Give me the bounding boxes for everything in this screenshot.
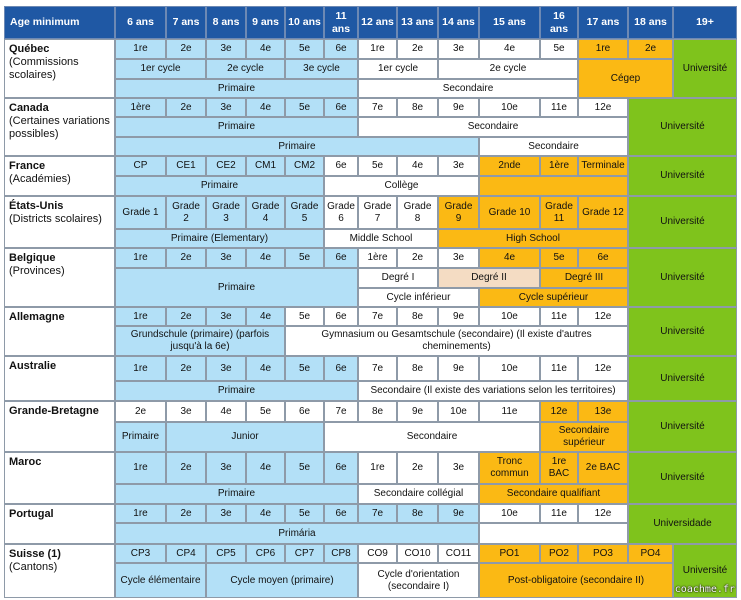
grade-cell: 1ère	[115, 98, 166, 117]
grade-cell: CE1	[166, 156, 206, 176]
grade-cell: 12e	[540, 401, 578, 422]
empty-cell	[479, 523, 628, 544]
header-age-14: 19+	[673, 6, 737, 39]
grade-cell: 4e	[246, 98, 285, 117]
degree-cell: Degré III	[540, 268, 628, 288]
grade-cell: 6e	[578, 248, 628, 268]
country-subtitle: (Cantons)	[9, 561, 58, 574]
grade-cell: Grade 7	[358, 196, 397, 229]
grade-cell: CP8	[324, 544, 358, 563]
country-name: Suisse (1)	[9, 548, 61, 560]
grade-cell: PO3	[578, 544, 628, 563]
grade-cell: 3e	[206, 356, 246, 381]
grade-cell: Grade 4	[246, 196, 285, 229]
level-cell: Cycle élémentaire	[115, 563, 206, 598]
grade-cell: 7e	[358, 307, 397, 326]
grade-cell: 4e	[397, 156, 438, 176]
cycle-cell: 1er cycle	[358, 59, 438, 79]
header-age-minimum: Age minimum	[4, 6, 115, 39]
level-cell: Primaire	[115, 137, 479, 156]
grade-cell: 2e	[115, 401, 166, 422]
grade-cell: 4e	[246, 452, 285, 484]
country-name: Portugal	[9, 508, 54, 520]
grade-cell: 1re	[115, 504, 166, 523]
country-label	[4, 98, 115, 156]
grade-cell: 4e	[246, 504, 285, 523]
level-cell: Gymnasium ou Gesamtschule (secondaire) (Il existe d'autres cheminements)	[285, 326, 628, 356]
university-cell: Université	[628, 356, 737, 401]
grade-cell: 2e	[166, 504, 206, 523]
grade-cell: 1re	[115, 307, 166, 326]
country-label	[4, 39, 115, 98]
watermark: coachme.fr	[674, 584, 735, 595]
grade-cell: 1re	[115, 356, 166, 381]
grade-cell: 8e	[397, 98, 438, 117]
grade-cell: 1re	[115, 452, 166, 484]
header-age-8: 13 ans	[397, 6, 438, 39]
grade-cell: 6e	[324, 504, 358, 523]
level-cell: Junior	[166, 422, 324, 452]
country-name: Belgique	[9, 252, 56, 264]
level-cell: Post-obligatoire (secondaire II)	[479, 563, 673, 598]
grade-cell: 2e BAC	[578, 452, 628, 484]
university-cell: Université	[673, 544, 737, 598]
grade-cell: 6e	[324, 156, 358, 176]
grade-cell: 2e	[166, 39, 206, 59]
header-age-6: 11 ans	[324, 6, 358, 39]
level-cell: Collège	[324, 176, 479, 196]
grade-cell: 11e	[540, 98, 578, 117]
grade-cell: 8e	[397, 307, 438, 326]
country-label	[4, 452, 115, 504]
education-comparison-table	[4, 6, 737, 598]
country-subtitle: (Provinces)	[9, 265, 65, 278]
level-cell: Secondaire	[358, 79, 578, 98]
university-cell: Université	[628, 401, 737, 452]
header-age-11: 16 ans	[540, 6, 578, 39]
grade-cell: PO1	[479, 544, 540, 563]
grade-cell: Terminale	[578, 156, 628, 176]
university-cell: Universidade	[628, 504, 737, 544]
header-age-5: 10 ans	[285, 6, 324, 39]
grade-cell: 4e	[206, 401, 246, 422]
grade-cell: 12e	[578, 307, 628, 326]
grade-cell: 7e	[358, 356, 397, 381]
level-cell: Primária	[115, 523, 479, 544]
cycle-cell: 2e cycle	[206, 59, 285, 79]
grade-cell: 3e	[206, 504, 246, 523]
grade-cell: 12e	[578, 98, 628, 117]
grade-cell: 3e	[206, 248, 246, 268]
grade-cell: 3e	[206, 452, 246, 484]
grade-cell: 5e	[285, 307, 324, 326]
grade-cell: 5e	[358, 156, 397, 176]
university-cell: Université	[628, 248, 737, 307]
level-cell: Primaire	[115, 268, 358, 307]
grade-cell: 10e	[479, 307, 540, 326]
level-cell: Primaire (Elementary)	[115, 229, 324, 248]
header-age-7: 12 ans	[358, 6, 397, 39]
header-age-3: 8 ans	[206, 6, 246, 39]
country-name: Allemagne	[9, 311, 65, 323]
grade-cell: CM1	[246, 156, 285, 176]
grade-cell: Tronc commun	[479, 452, 540, 484]
grade-cell: 6e	[324, 307, 358, 326]
grade-cell: 3e	[438, 452, 479, 484]
grade-cell: 1re	[358, 452, 397, 484]
grade-cell: 4e	[246, 39, 285, 59]
grade-cell: Grade 9	[438, 196, 479, 229]
grade-cell: 1ère	[358, 248, 397, 268]
degree-cell: Degré I	[358, 268, 438, 288]
grade-cell: 8e	[397, 504, 438, 523]
level-cell: Middle School	[324, 229, 438, 248]
grade-cell: 4e	[479, 39, 540, 59]
grade-cell: 6e	[285, 401, 324, 422]
grade-cell: Grade 1	[115, 196, 166, 229]
grade-cell: CO9	[358, 544, 397, 563]
grade-cell: 2e	[628, 39, 673, 59]
level-cell: Primaire	[115, 117, 358, 137]
grade-cell: Grade 10	[479, 196, 540, 229]
grade-cell: 1re BAC	[540, 452, 578, 484]
grade-cell: 4e	[479, 248, 540, 268]
level-cell: Secondaire	[324, 422, 540, 452]
level-cell: Secondaire	[358, 117, 628, 137]
country-subtitle: (Académies)	[9, 173, 71, 186]
grade-cell: 3e	[438, 248, 479, 268]
grade-cell: 12e	[578, 504, 628, 523]
level-cell: Grundschule (primaire) (parfois jusqu'à la 6e)	[115, 326, 285, 356]
university-cell: Université	[673, 39, 737, 98]
country-subtitle: (Commissions scolaires)	[9, 56, 79, 82]
grade-cell: Grade 3	[206, 196, 246, 229]
grade-cell: 10e	[438, 401, 479, 422]
grade-cell: 5e	[285, 39, 324, 59]
grade-cell: 7e	[358, 504, 397, 523]
grade-cell: 11e	[479, 401, 540, 422]
university-cell: Université	[628, 196, 737, 248]
grade-cell: 3e	[206, 98, 246, 117]
grade-cell: CP7	[285, 544, 324, 563]
grade-cell: CP	[115, 156, 166, 176]
grade-cell: 5e	[540, 39, 578, 59]
country-label	[4, 248, 115, 307]
grade-cell: 9e	[397, 401, 438, 422]
grade-cell: 6e	[324, 98, 358, 117]
grade-cell: 11e	[540, 307, 578, 326]
cycle-cell: 1er cycle	[115, 59, 206, 79]
country-subtitle: (Districts scolaires)	[9, 213, 102, 226]
grade-cell: 2e	[166, 452, 206, 484]
grade-cell: Grade 8	[397, 196, 438, 229]
grade-cell: 7e	[358, 98, 397, 117]
grade-cell: 4e	[246, 248, 285, 268]
grade-cell: CM2	[285, 156, 324, 176]
country-name: Québec	[9, 43, 50, 55]
grade-cell: 9e	[438, 356, 479, 381]
cycle-cell: 3e cycle	[285, 59, 358, 79]
country-name: Maroc	[9, 456, 42, 468]
country-label	[4, 307, 115, 356]
grade-cell: Grade 2	[166, 196, 206, 229]
country-label	[4, 504, 115, 544]
level-cell: Cycle moyen (primaire)	[206, 563, 358, 598]
grade-cell: 7e	[324, 401, 358, 422]
header-age-9: 14 ans	[438, 6, 479, 39]
level-cell: Secondaire collégial	[358, 484, 479, 504]
header-age-10: 15 ans	[479, 6, 540, 39]
grade-cell: CE2	[206, 156, 246, 176]
level-cell: Primaire	[115, 79, 358, 98]
grade-cell: 2e	[166, 98, 206, 117]
grade-cell: 2e	[166, 307, 206, 326]
country-label	[4, 544, 115, 598]
cycle-cell: 2e cycle	[438, 59, 578, 79]
grade-cell: 2e	[397, 248, 438, 268]
grade-cell: CO11	[438, 544, 479, 563]
grade-cell: 10e	[479, 98, 540, 117]
grade-cell: 3e	[438, 156, 479, 176]
grade-cell: 8e	[397, 356, 438, 381]
grade-cell: 5e	[285, 452, 324, 484]
grade-cell: 6e	[324, 248, 358, 268]
level-cell: Secondaire (Il existe des variations selon les territoires)	[358, 381, 628, 401]
grade-cell: CO10	[397, 544, 438, 563]
grade-cell: CP5	[206, 544, 246, 563]
grade-cell: Grade 11	[540, 196, 578, 229]
grade-cell: 5e	[246, 401, 285, 422]
grade-cell: 5e	[285, 356, 324, 381]
degree-cell: Degré II	[438, 268, 540, 288]
country-label	[4, 356, 115, 401]
grade-cell: Grade 6	[324, 196, 358, 229]
grade-cell: 3e	[438, 39, 479, 59]
grade-cell: 13e	[578, 401, 628, 422]
cycle-cell: Cycle inférieur	[358, 288, 479, 307]
grade-cell: 5e	[285, 504, 324, 523]
grade-cell: 11e	[540, 356, 578, 381]
grade-cell: PO2	[540, 544, 578, 563]
grade-cell: 9e	[438, 307, 479, 326]
country-name: Canada	[9, 102, 49, 114]
header-age-12: 17 ans	[578, 6, 628, 39]
grade-cell: 1re	[115, 248, 166, 268]
country-label	[4, 196, 115, 248]
level-cell: Primaire	[115, 422, 166, 452]
cycle-cell: Cycle supérieur	[479, 288, 628, 307]
header-age-13: 18 ans	[628, 6, 673, 39]
grade-cell: 2e	[397, 39, 438, 59]
grade-cell: 8e	[358, 401, 397, 422]
grade-cell: 12e	[578, 356, 628, 381]
country-name: États-Unis	[9, 200, 64, 212]
country-label	[4, 401, 115, 452]
grade-cell: 9e	[438, 504, 479, 523]
grade-cell: 3e	[206, 39, 246, 59]
header-age-4: 9 ans	[246, 6, 285, 39]
grade-cell: CP4	[166, 544, 206, 563]
grade-cell: 4e	[246, 307, 285, 326]
grade-cell: 5e	[540, 248, 578, 268]
lycee-cell	[479, 176, 628, 196]
level-cell: Primaire	[115, 176, 324, 196]
country-name: France	[9, 160, 46, 172]
country-subtitle: (Certaines variations possibles)	[9, 115, 110, 141]
university-cell: Université	[628, 452, 737, 504]
grade-cell: 6e	[324, 39, 358, 59]
grade-cell: 1re	[115, 39, 166, 59]
country-name: Grande-Bretagne	[9, 405, 99, 417]
grade-cell: PO4	[628, 544, 673, 563]
country-name: Australie	[9, 360, 57, 372]
grade-cell: CP3	[115, 544, 166, 563]
grade-cell: 1re	[358, 39, 397, 59]
university-cell: Université	[628, 98, 737, 156]
grade-cell: 6e	[324, 452, 358, 484]
level-cell: Secondaire qualifiant	[479, 484, 628, 504]
grade-cell: 4e	[246, 356, 285, 381]
grade-cell: 10e	[479, 356, 540, 381]
university-cell: Université	[628, 156, 737, 196]
cycle-cell: Cégep	[578, 59, 673, 98]
grade-cell: Grade 12	[578, 196, 628, 229]
grade-cell: 3e	[166, 401, 206, 422]
grade-cell: 10e	[479, 504, 540, 523]
level-cell: High School	[438, 229, 628, 248]
level-cell: Secondaire	[479, 137, 628, 156]
header-age-1: 6 ans	[115, 6, 166, 39]
grade-cell: 6e	[324, 356, 358, 381]
grade-cell: 5e	[285, 98, 324, 117]
level-cell: Primaire	[115, 484, 358, 504]
grade-cell: 3e	[206, 307, 246, 326]
grade-cell: 2e	[166, 356, 206, 381]
level-cell: Primaire	[115, 381, 358, 401]
level-cell: Secondaire supérieur	[540, 422, 628, 452]
country-label	[4, 156, 115, 196]
grade-cell: CP6	[246, 544, 285, 563]
grade-cell: 11e	[540, 504, 578, 523]
header-age-2: 7 ans	[166, 6, 206, 39]
grade-cell: 9e	[438, 98, 479, 117]
grade-cell: 2e	[397, 452, 438, 484]
university-cell: Université	[628, 307, 737, 356]
grade-cell: 1re	[578, 39, 628, 59]
level-cell: Cycle d'orientation (secondaire I)	[358, 563, 479, 598]
grade-cell: 2nde	[479, 156, 540, 176]
grade-cell: Grade 5	[285, 196, 324, 229]
grade-cell: 1ère	[540, 156, 578, 176]
grade-cell: 2e	[166, 248, 206, 268]
grade-cell: 5e	[285, 248, 324, 268]
